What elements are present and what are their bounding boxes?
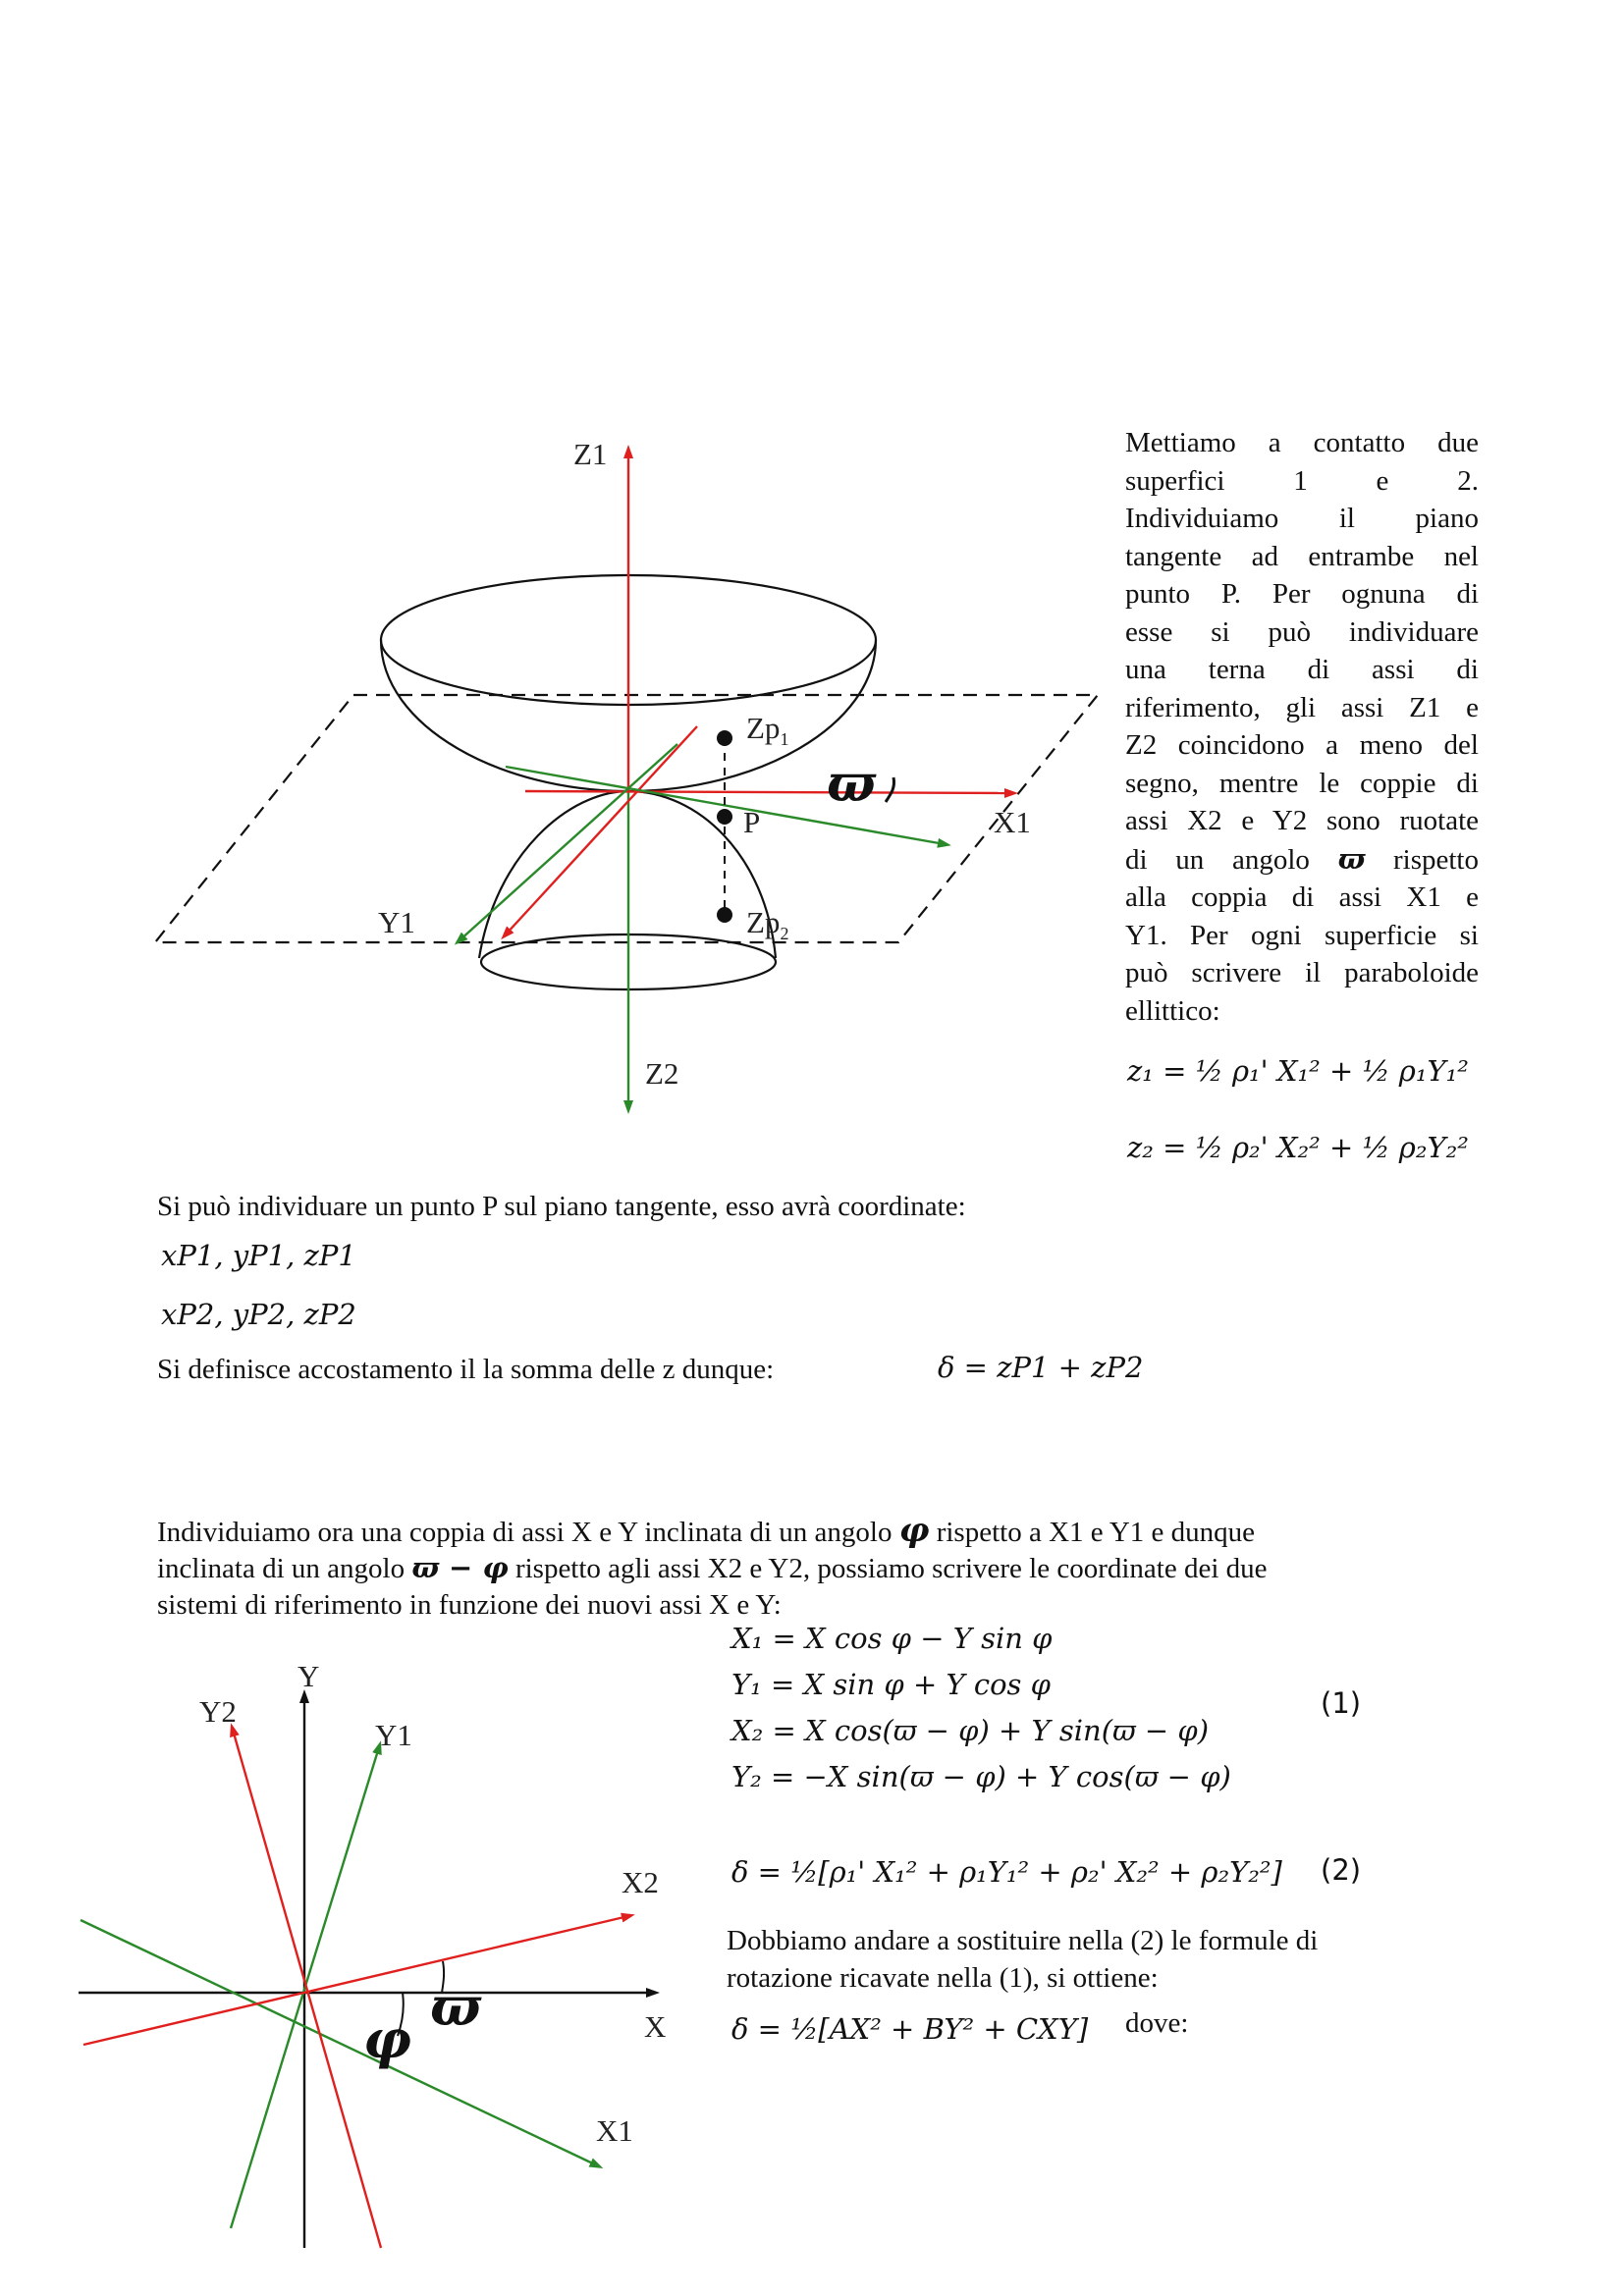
- label-omega-2d: ϖ: [430, 1975, 481, 2038]
- equation-z2: z₂ = ½ ρ₂' X₂² + ½ ρ₂Y₂²: [1127, 1131, 1469, 1164]
- label-y1-2d: Y1: [375, 1718, 412, 1752]
- label-omega: ϖ: [827, 754, 876, 814]
- side-line: Individuiamo il piano: [1125, 503, 1479, 534]
- delta-equation-2: δ = ½[ρ₁' X₁² + ρ₁Y₁² + ρ₂' X₂² + ρ₂Y₂²]: [731, 1855, 1282, 1889]
- zp2-point: [717, 907, 732, 923]
- label-y1: Y1: [378, 905, 415, 939]
- lower-line5: rotazione ricavate nella (1), si ottiene:: [727, 1962, 1159, 1994]
- rotation-eq-2: Y₁ = X sin φ + Y cos φ: [731, 1668, 1051, 1701]
- coords-p1: xP1, yP1, zP1: [161, 1239, 356, 1272]
- label-y: Y: [298, 1659, 320, 1693]
- label-phi: φ: [363, 2007, 411, 2070]
- side-line: tangente ad entrambe nel: [1125, 540, 1479, 572]
- omega-minus-phi: ϖ − φ: [411, 1551, 509, 1584]
- p-point: [717, 809, 732, 825]
- label-x1-2d: X1: [596, 2113, 633, 2148]
- side-line-omega: di un angolo ϖ rispetto: [1125, 841, 1479, 876]
- zp1-point: [717, 730, 732, 746]
- side-line: superfici 1 e 2.: [1125, 464, 1479, 497]
- lower-line2: inclinata di un angolo ϖ − φ rispetto agli assi X2 e Y2, possiamo scrivere le coordinate dei due: [157, 1551, 1268, 1584]
- side-line: segno, mentre le coppie di: [1125, 767, 1479, 799]
- figure2-diagram: [59, 1669, 687, 2258]
- side-line: punto P. Per ognuna di: [1125, 578, 1479, 610]
- rotation-eq-1: X₁ = X cos φ − Y sin φ: [731, 1622, 1053, 1655]
- label-zp1: $Zp_1$: [746, 711, 789, 750]
- figure1-diagram: [147, 432, 1247, 1119]
- x2-axis-2d: [83, 1916, 628, 2045]
- side-line: una terna di assi di: [1125, 654, 1479, 685]
- x1-axis: [525, 791, 1011, 793]
- definition-line: Si definisce accostamento il la somma delle z dunque:: [157, 1354, 775, 1385]
- side-line: assi X2 e Y2 sono ruotate: [1125, 805, 1479, 836]
- side-line: ellittico:: [1125, 994, 1220, 1027]
- rotation-eq-4: Y₂ = −X sin(ϖ − φ) + Y cos(ϖ − φ): [731, 1760, 1231, 1793]
- label-z1: Z1: [573, 437, 608, 471]
- side-line: può scrivere il paraboloide: [1125, 957, 1479, 988]
- equation-z1: z₁ = ½ ρ₁' X₁² + ½ ρ₁Y₁²: [1127, 1054, 1469, 1088]
- side-line: alla coppia di assi X1 e: [1125, 881, 1479, 913]
- tangent-plane: [155, 695, 1098, 942]
- label-x2: X2: [622, 1865, 659, 1899]
- x1-axis-2d: [81, 1920, 597, 2165]
- equation-number-2: (2): [1321, 1853, 1362, 1887]
- label-x1: X1: [994, 805, 1031, 839]
- coords-p2: xP2, yP2, zP2: [161, 1298, 356, 1331]
- side-line: Y1. Per ogni superficie si: [1125, 919, 1479, 951]
- lower-line1: Individuiamo ora una coppia di assi X e Y inclinata di un angolo φ rispetto a X1 e Y1 e dunque: [157, 1511, 1256, 1550]
- omega-arc: [886, 777, 894, 802]
- side-line: riferimento, gli assi Z1 e: [1125, 691, 1479, 723]
- label-zp2: $Zp_2$: [746, 905, 789, 944]
- phi-symbol: φ: [898, 1511, 930, 1550]
- label-p: P: [743, 805, 761, 839]
- dove-label: dove:: [1125, 2007, 1189, 2039]
- equation-number-1: (1): [1321, 1686, 1362, 1720]
- y2-axis-2d: [233, 1730, 381, 2248]
- delta-equation: δ = zP1 + zP2: [938, 1351, 1144, 1384]
- omega-symbol: ϖ: [1337, 841, 1366, 876]
- y2-axis: [460, 744, 677, 940]
- side-line: esse si può individuare: [1125, 615, 1479, 648]
- delta-equation-3: δ = ½[AX² + BY² + CXY]: [731, 2012, 1089, 2046]
- label-y2: Y2: [199, 1694, 237, 1729]
- label-x: X: [644, 2009, 667, 2044]
- lower-line4: Dobbiamo andare a sostituire nella (2) le formule di: [727, 1925, 1319, 1956]
- label-z2: Z2: [645, 1056, 679, 1091]
- rotation-eq-3: X₂ = X cos(ϖ − φ) + Y sin(ϖ − φ): [731, 1714, 1210, 1747]
- y1-axis: [506, 726, 697, 934]
- side-paragraph: [1125, 424, 1479, 1030]
- lower-line3: sistemi di riferimento in funzione dei nuovi assi X e Y:: [157, 1589, 782, 1621]
- side-line: Z2 coincidono a meno del: [1125, 729, 1479, 761]
- middle-line1: Si può individuare un punto P sul piano tangente, esso avrà coordinate:: [157, 1191, 966, 1222]
- side-line: Mettiamo a contatto due: [1125, 427, 1479, 458]
